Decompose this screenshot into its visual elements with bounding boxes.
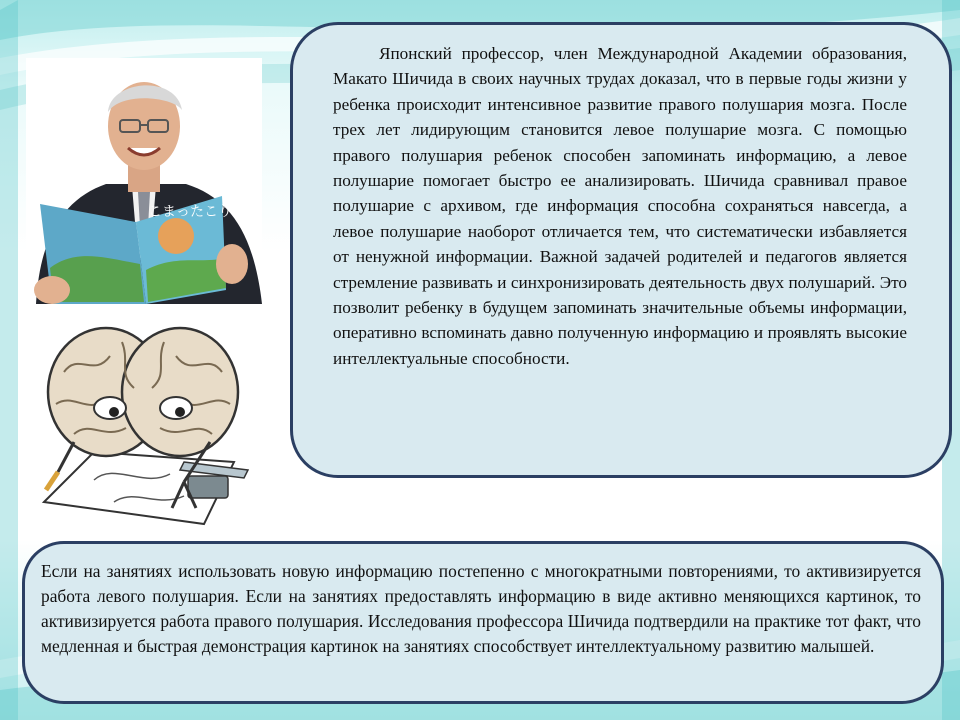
bottom-text-box (22, 541, 944, 704)
book-cover-title: こまったこりす (148, 204, 246, 220)
top-text-box (290, 22, 952, 478)
professor-photo (26, 58, 262, 304)
bottom-paragraph: Если на занятиях использовать новую информацию постепенно с многократными повторениями, то активизируется работа левого полушария. Если на занятиях предоставлять информацию в виде активно меняющихся картинок, то активизируется работа правого полушария. Исследования профессора Шичида подтвердили на практике тот факт, что медленная и быстрая демонстрация картинок на занятиях способствует интеллектуальному развитию малышей. (41, 561, 921, 656)
cartoon-brain-icon (34, 312, 256, 528)
top-paragraph: Японский профессор, член Международной Академии образования, Макато Шичида в своих научных трудах доказал, что в первые годы жизни у ребенка происходит интенсивное развитие правого полушария мозга. После трех лет лидирующим становится левое полушарие мозга. С помощью правого полушария ребенок способен запоминать информацию, а левое полушарие помогает быстро ее анализировать. Шичида сравнивал правое полушарие с архивом, где информация способна сохраняться навсегда, а левое полушарие наоборот отличается тем, что систематически избавляется от ненужной информации. Важной задачей родителей и педагогов является стремление развивать и синхронизировать деятельность двух полушарий. Это позволит ребенку в будущем запоминать значительные объемы информации, оперативно вспоминать давно полученную информацию и проявлять высокие интеллектуальные способности. (333, 44, 907, 368)
